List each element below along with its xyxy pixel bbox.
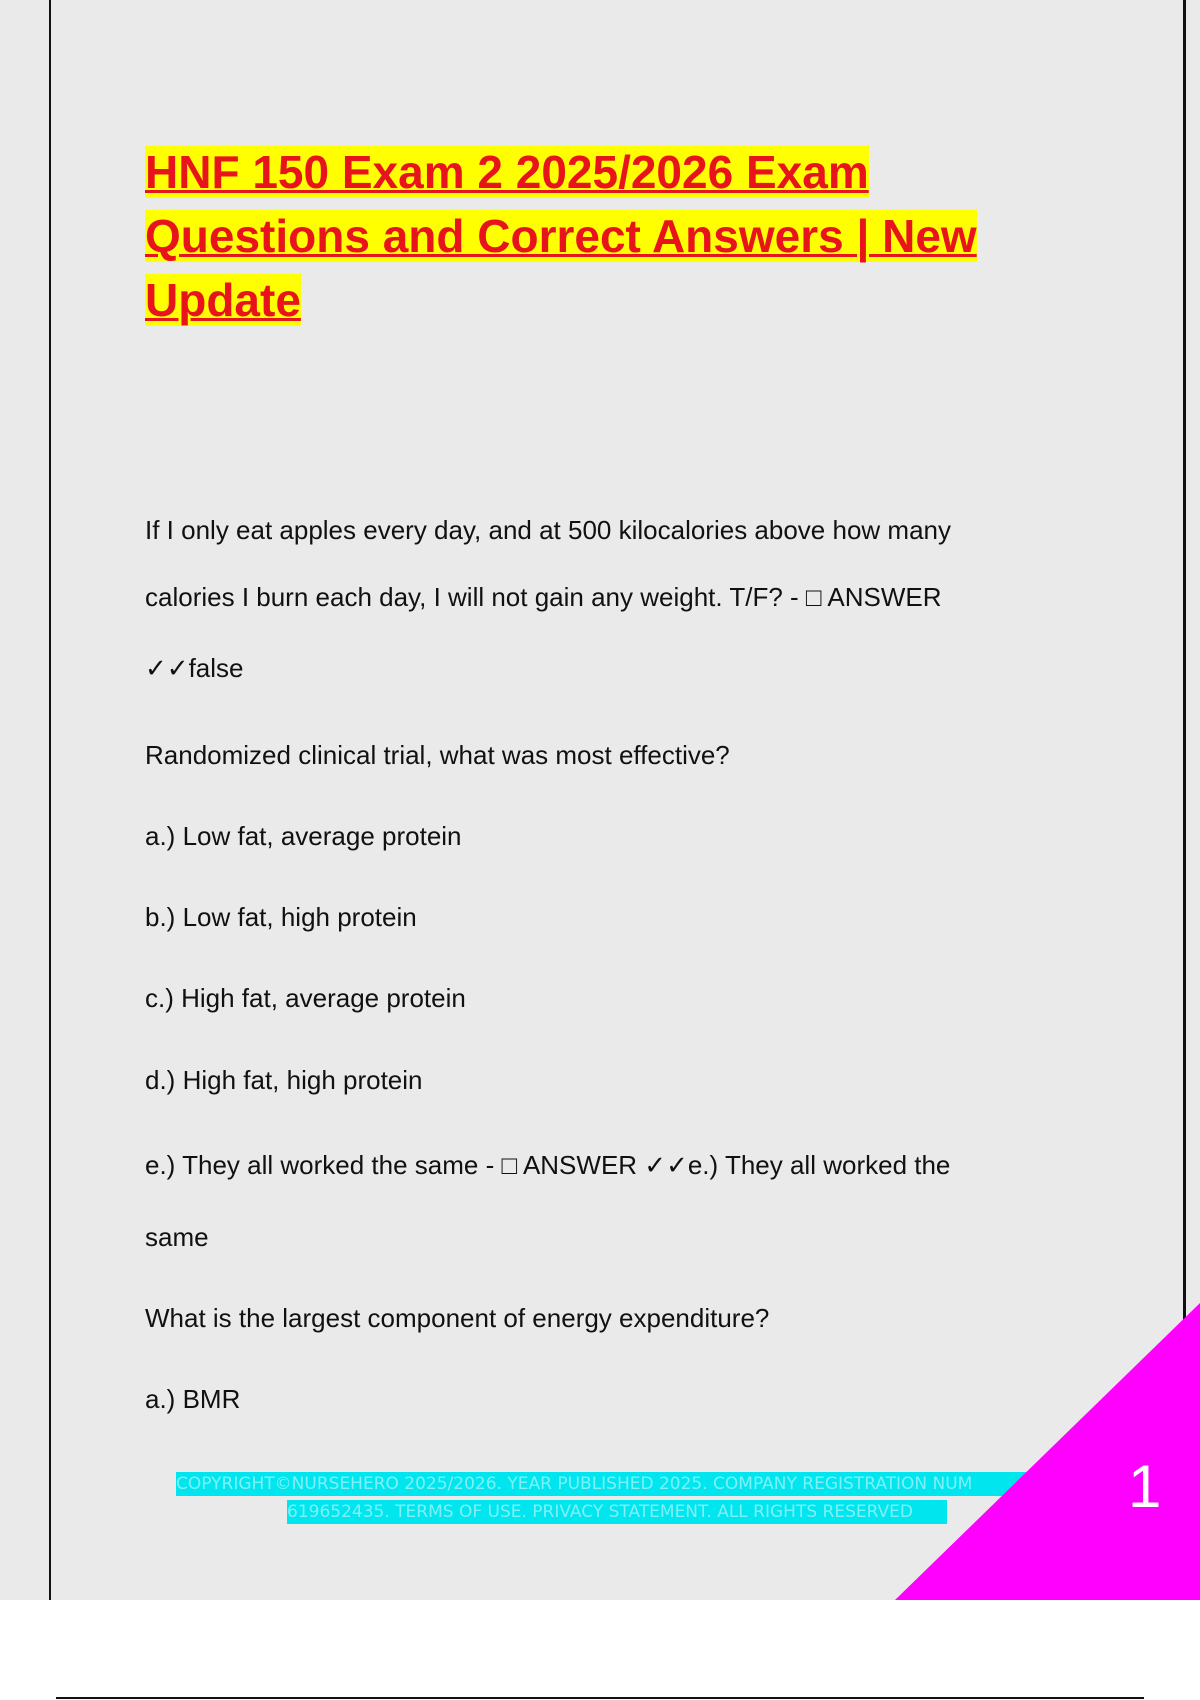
option-e-with-answer: e.) They all worked the same - □ ANSWER ✓✓e.) They all worked the [145,1150,951,1180]
question-1-line-2: calories I burn each day, I will not gain any weight. T/F? - □ ANSWER [145,582,942,612]
question-3-option-a: a.) BMR [145,1384,241,1414]
answer-1: ✓✓false [145,653,244,683]
answer-2-continuation: same [145,1222,209,1252]
option-b: b.) Low fat, high protein [145,902,417,932]
option-c: c.) High fat, average protein [145,983,466,1013]
option-d: d.) High fat, high protein [145,1065,423,1095]
title-line-1: HNF 150 Exam 2 2025/2026 Exam [145,146,869,198]
option-a: a.) Low fat, average protein [145,821,462,851]
copyright-footer-line-2: 619652435. TERMS OF USE. PRIVACY STATEMENT. ALL RIGHTS RESERVED [287,1500,947,1524]
bottom-rule [56,1697,1144,1699]
title-line-3: Update [145,274,301,326]
question-2: Randomized clinical trial, what was most effective? [145,740,730,770]
title-line-2: Questions and Correct Answers | New [145,210,977,262]
page-number: 1 [1128,1453,1162,1520]
question-1-line-1: If I only eat apples every day, and at 500 kilocalories above how many [145,515,951,545]
copyright-footer-line-1: COPYRIGHT©NURSEHERO 2025/2026. YEAR PUBLISHED 2025. COMPANY REGISTRATION NUM [176,1472,1026,1496]
question-3: What is the largest component of energy expenditure? [145,1303,770,1333]
